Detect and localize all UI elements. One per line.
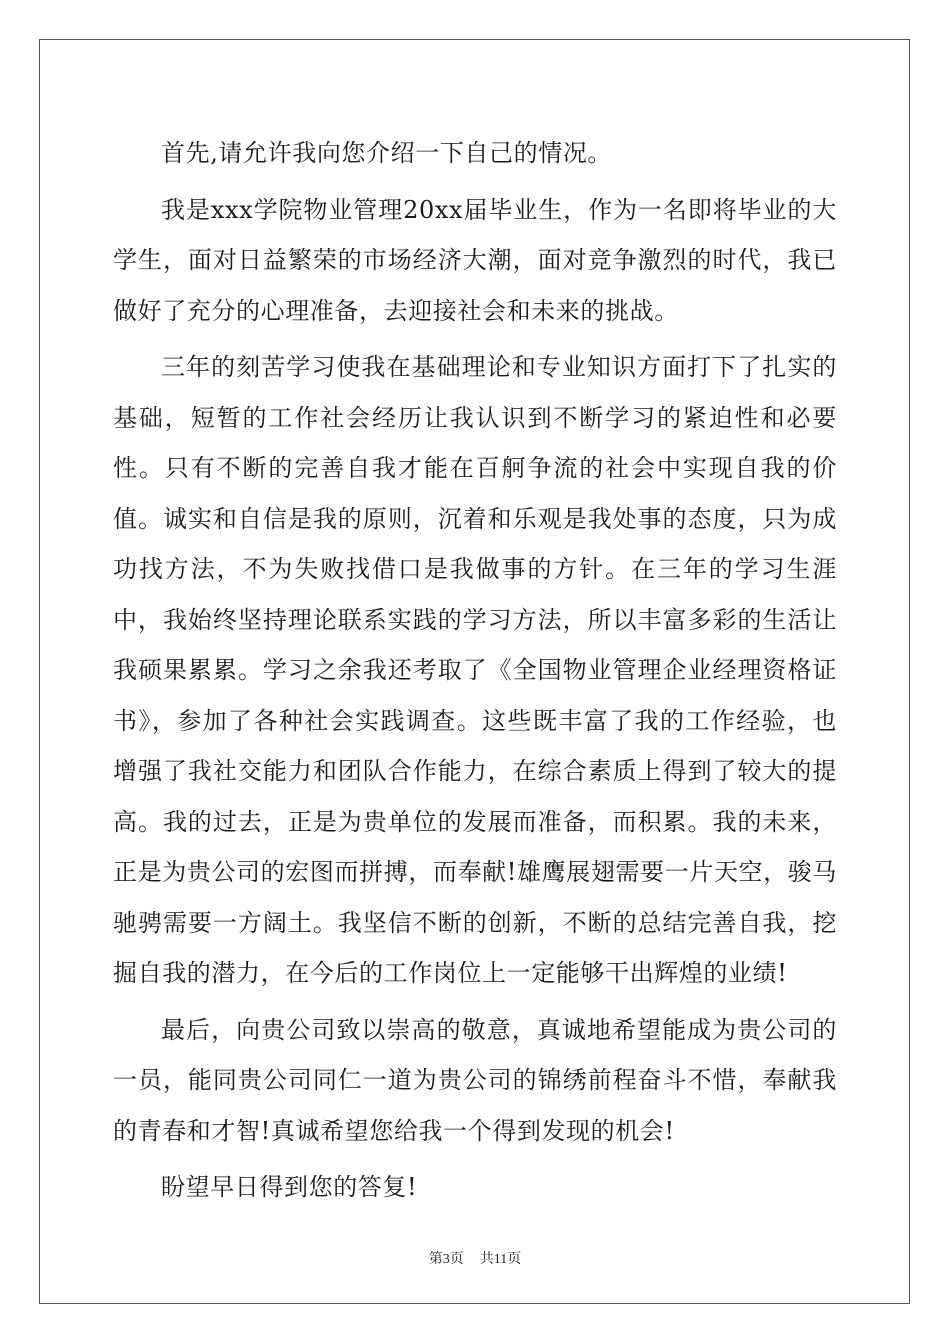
paragraph-closing: 最后，向贵公司致以崇高的敬意，真诚地希望能成为贵公司的一员，能同贵公司同仁一道为贵公司的锦绣前程奋斗不惜，奉献我的青春和才智!真诚希望您给我一个得到发现的机会!	[113, 1015, 837, 1145]
page-total: 共11页	[479, 1252, 522, 1267]
page-number: 第3页	[428, 1252, 464, 1267]
paragraph-experience: 三年的刻苦学习使我在基础理论和专业知识方面打下了扎实的基础，短暂的工作社会经历让我认识到不断学习的紧迫性和必要性。只有不断的完善自我才能在百舸争流的社会中实现自我的价值。诚实和自信是我的原则，沉着和乐观是我处事的态度，只为成功找方法，不为失败找借口是我做事的方针。在三年的学习生涯中，我始终坚持理论联系实践的学习方法，所以丰富多彩的生活让我硕果累累。学习之余我还考取了《全国物业管理企业经理资格证书》，参加了各种社会实践调查。这些既丰富了我的工作经验，也增强了我社交能力和团队合作能力，在综合素质上得到了较大的提高。我的过去，正是为贵单位的发展而准备，而积累。我的未来，正是为贵公司的宏图而拼搏，而奉献!雄鹰展翅需要一片天空，骏马驰骋需要一方阔土。我坚信不断的创新，不断的总结完善自我，挖掘自我的潜力，在今后的工作岗位上一定能够干出辉煌的业绩!	[113, 353, 837, 987]
paragraph-background: 我是xxx学院物业管理20xx届毕业生，作为一名即将毕业的大学生，面对日益繁荣的市场经济大潮，面对竞争激烈的时代，我已做好了充分的心理准备，去迎接社会和未来的挑战。	[113, 195, 837, 325]
page-footer	[0, 1248, 950, 1268]
paragraph-signoff: 盼望早日得到您的答复!	[161, 1173, 418, 1201]
document-body	[113, 128, 837, 1219]
paragraph-intro: 首先,请允许我向您介绍一下自己的情况。	[161, 139, 613, 167]
